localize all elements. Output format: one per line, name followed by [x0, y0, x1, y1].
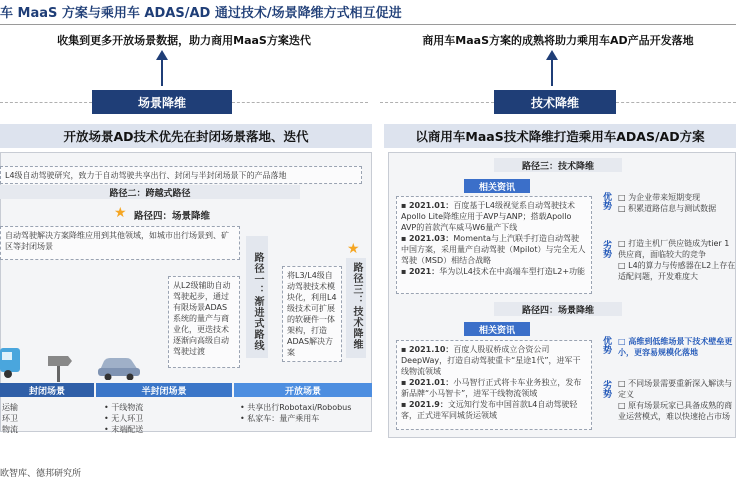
- news-item: ▪ 2021.03：Momenta与上汽联手打造自动驾驶中国方案，采用量产自动驾驶（Mpilot）与完全无人驾驶（MSD）相结合战略: [401, 234, 586, 265]
- open-scene-bar: [234, 383, 372, 397]
- car-icon: [96, 352, 142, 380]
- pros2-label: 优势: [601, 336, 611, 354]
- cons2-label: 劣势: [601, 380, 611, 398]
- news-box-2: [396, 340, 592, 430]
- list-item: □ 高维到低维场景下技术壁垒更小，更容易规模化落地: [618, 337, 733, 357]
- scene-reduction-button: 场景降维: [92, 90, 232, 114]
- related-news-tag: 相关资讯: [464, 179, 530, 193]
- list-item: 运输: [2, 403, 18, 412]
- list-item: • 干线物流: [104, 403, 144, 412]
- news-item: ▪ 2021.10：百度人股驭桥成立合资公司DeepWay，打造自动驾驶重卡“星途1代”，进军干线物流领域: [401, 345, 581, 376]
- semi-closed-scene-label: 半封闭场景: [141, 386, 187, 397]
- semi-closed-scene-bar: [96, 383, 232, 397]
- news-item: ▪ 2021.9：文远知行发布中国首款L4自动驾驶轻客，正式进军同城货运领域: [401, 400, 578, 420]
- left-section-title: 开放场景AD技术优先在封闭场景落地、迭代: [0, 124, 372, 148]
- left-dotline-a: [0, 102, 92, 103]
- news-item: ▪ 2021：华为以L4技术在中高端车型打造L2+功能: [401, 267, 586, 276]
- related-news-tag-2: 相关资讯: [464, 322, 530, 336]
- cons2-list: [618, 378, 736, 422]
- right-dotline-b: [616, 102, 736, 103]
- right-dotline-a: [380, 102, 494, 103]
- cons1-label: 劣势: [601, 240, 611, 258]
- list-item: □ L4的算力与传感器在L2上存在适配问题，开发难度大: [618, 261, 736, 281]
- path4-title: 路径四：场景降维: [134, 211, 211, 222]
- pros1-label: 优势: [601, 192, 611, 210]
- source-footer: 欧智库、德邦研究所: [0, 469, 82, 479]
- list-item: □ 积累道路信息与测试数据: [618, 204, 717, 213]
- list-item: • 私家车：量产乘用车: [240, 414, 320, 423]
- left-dotline-b: [232, 102, 368, 103]
- road-sign-icon: [44, 352, 74, 382]
- path1-desc-box: 从L2级辅助自动驾驶起步，通过有限场景ADAS系统的量产与商业化，更迭技术逐渐向高级自动驾驶过渡: [168, 276, 240, 368]
- path4-desc-box: 自动驾驶解决方案降维应用到其他领域，如城市出行场景到、矿区等封闭场景: [0, 226, 240, 260]
- right-section-title: 以商用车MaaS技术降维打造乘用车ADAS/AD方案: [384, 124, 736, 148]
- path3-star-icon: ★: [347, 241, 360, 257]
- closed-scene-bar: [0, 383, 94, 397]
- right-caption: 商用车MaaS方案的成熟将助力乘用车AD产品开发落地: [422, 34, 694, 47]
- list-item: □ 不同场景需要重新深入解读与定义: [618, 379, 733, 399]
- path4-star-icon: ★: [114, 205, 127, 221]
- closed-scene-list: [2, 402, 92, 435]
- cons1-list: [618, 238, 736, 282]
- news-box-1: [396, 196, 592, 294]
- right-arrow-shaft: [551, 58, 553, 86]
- news-item: ▪ 2021.01：百度基于L4级视觉系自动驾驶技术Apollo Lite降维应用于AVP与ANP；搭载Apollo AVP的首款汽车威马W6量产下线: [401, 201, 575, 232]
- open-scene-label: 开放场景: [284, 386, 321, 397]
- pros1-list: [618, 192, 736, 214]
- list-item: □ 为企业带来短期变现: [618, 193, 701, 202]
- semi-closed-scene-list: [104, 402, 230, 435]
- pros2-list: [618, 336, 736, 358]
- tech-reduction-button: 技术降维: [494, 90, 616, 114]
- list-item: 环卫: [2, 414, 18, 423]
- page-title: 车 MaaS 方案与乘用车 ADAS/AD 通过技术/场景降维方式相互促进: [0, 6, 402, 21]
- path3-desc-box: 将L3/L4级自动驾驶技术模块化，利用L4级技术可扩展的软硬件一体架构，打造ADAS解决方案: [282, 266, 342, 362]
- list-item: □ 原有场景玩家已具备成熟的商业运营模式，难以快速抢占市场: [618, 401, 733, 421]
- right-path3-chip: 路径三：技术降维: [494, 158, 622, 172]
- left-arrow-shaft: [161, 58, 163, 86]
- list-item: • 无人环卫: [104, 414, 144, 423]
- path3-vertical-label: 路径三：技术降维: [351, 262, 362, 350]
- path1-vertical-label: 路径一：渐进式路线: [252, 252, 263, 351]
- l4-research-box: L4级自动驾驶研究，致力于自动驾驶共享出行、封闭与半封闭场景下的产品落地: [0, 166, 362, 184]
- list-item: • 末端配送: [104, 425, 144, 434]
- path2-chip: 路径二：跨越式路径: [0, 185, 300, 199]
- list-item: □ 打造主机厂供应链成为tier 1供应商，面临较大的竞争: [618, 239, 730, 259]
- truck-icon: [0, 342, 24, 382]
- news-item: ▪ 2021.01：小马智行正式将卡车业务独立，发布新品牌“小马智卡”，进军干线物流领域: [401, 378, 582, 398]
- open-scene-list: [240, 402, 372, 424]
- left-caption: 收集到更多开放场景数据，助力商用MaaS方案迭代: [57, 34, 311, 47]
- title-divider: [0, 24, 736, 25]
- right-path4-chip: 路径四：场景降维: [494, 302, 622, 316]
- closed-scene-label: 封闭场景: [28, 386, 65, 397]
- list-item: • 共享出行Robotaxi/Robobus: [240, 403, 352, 412]
- list-item: 物流: [2, 425, 18, 434]
